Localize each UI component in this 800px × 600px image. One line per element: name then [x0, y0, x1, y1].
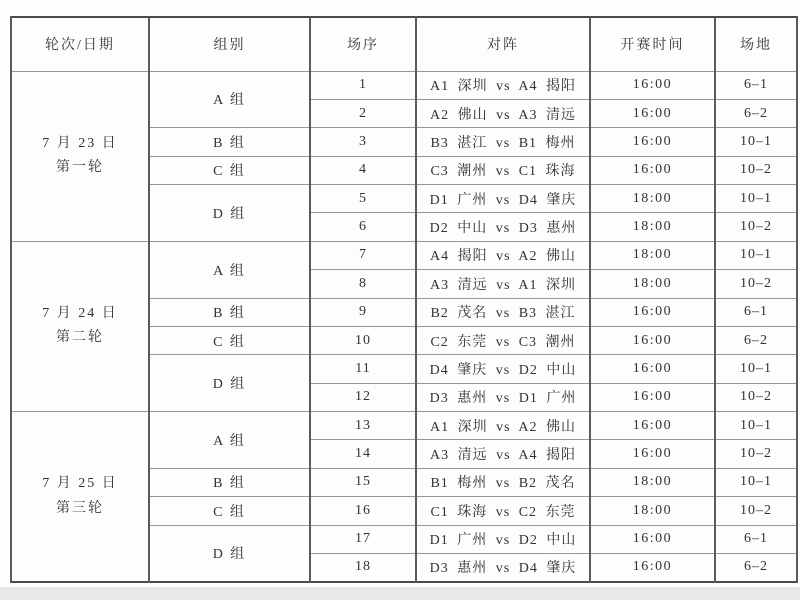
matchup-cell: D3 惠州 vs D1 广州	[416, 383, 590, 411]
venue-cell: 6–1	[715, 525, 797, 553]
group-cell: B 组	[149, 298, 310, 326]
time-cell: 18:00	[590, 270, 715, 298]
match-no-cell: 8	[310, 270, 416, 298]
time-cell: 16:00	[590, 99, 715, 127]
header-cell-round-date: 轮次/日期	[11, 17, 149, 71]
round-date: 7 月 25 日	[42, 476, 118, 491]
group-cell: B 组	[149, 128, 310, 156]
time-cell: 18:00	[590, 185, 715, 213]
table-row	[11, 71, 797, 99]
time-cell: 18:00	[590, 468, 715, 496]
venue-cell: 6–1	[715, 298, 797, 326]
match-no-cell: 6	[310, 213, 416, 241]
table-row	[11, 412, 797, 440]
header-cell-group: 组别	[149, 17, 310, 71]
time-cell: 18:00	[590, 241, 715, 269]
match-no-cell: 15	[310, 468, 416, 496]
venue-cell: 10–2	[715, 440, 797, 468]
venue-cell: 10–2	[715, 213, 797, 241]
match-no-cell: 5	[310, 185, 416, 213]
schedule-table	[10, 16, 798, 583]
venue-cell: 10–2	[715, 497, 797, 525]
group-cell: C 组	[149, 156, 310, 184]
venue-cell: 6–2	[715, 99, 797, 127]
matchup-cell: B1 梅州 vs B2 茂名	[416, 468, 590, 496]
time-cell: 16:00	[590, 440, 715, 468]
group-cell: D 组	[149, 525, 310, 582]
venue-cell: 10–2	[715, 270, 797, 298]
round-date-cell	[11, 71, 149, 241]
time-cell: 16:00	[590, 355, 715, 383]
match-no-cell: 2	[310, 99, 416, 127]
match-no-cell: 17	[310, 525, 416, 553]
matchup-cell: D4 肇庆 vs D2 中山	[416, 355, 590, 383]
match-no-cell: 13	[310, 412, 416, 440]
round-label: 第一轮	[56, 160, 104, 176]
header-cell-start-time: 开赛时间	[590, 17, 715, 71]
time-cell: 16:00	[590, 525, 715, 553]
group-cell: D 组	[149, 185, 310, 242]
matchup-cell: A1 深圳 vs A4 揭阳	[416, 71, 590, 99]
venue-cell: 10–1	[715, 468, 797, 496]
matchup-cell: A3 清远 vs A4 揭阳	[416, 440, 590, 468]
time-cell: 16:00	[590, 128, 715, 156]
round-date: 7 月 23 日	[42, 135, 118, 151]
header-cell-matchup: 对阵	[416, 17, 590, 71]
match-no-cell: 4	[310, 156, 416, 184]
round-date-cell	[11, 241, 149, 411]
matchup-cell: A2 佛山 vs A3 清远	[416, 99, 590, 127]
venue-cell: 10–2	[715, 383, 797, 411]
round-date-cell	[11, 412, 149, 583]
venue-cell: 10–1	[715, 128, 797, 156]
time-cell: 16:00	[590, 553, 715, 582]
time-cell: 16:00	[590, 383, 715, 411]
table-row	[11, 241, 797, 269]
time-cell: 16:00	[590, 326, 715, 354]
match-no-cell: 1	[310, 71, 416, 99]
match-no-cell: 14	[310, 440, 416, 468]
header-cell-match-no: 场序	[310, 17, 416, 71]
group-cell: C 组	[149, 497, 310, 525]
time-cell: 16:00	[590, 156, 715, 184]
round-label: 第三轮	[56, 500, 104, 516]
match-no-cell: 7	[310, 241, 416, 269]
venue-cell: 6–2	[715, 553, 797, 582]
match-no-cell: 11	[310, 355, 416, 383]
venue-cell: 6–1	[715, 71, 797, 99]
matchup-cell: D1 广州 vs D4 肇庆	[416, 185, 590, 213]
time-cell: 16:00	[590, 298, 715, 326]
time-cell: 16:00	[590, 412, 715, 440]
group-cell: B 组	[149, 468, 310, 496]
time-cell: 18:00	[590, 213, 715, 241]
group-cell: A 组	[149, 412, 310, 469]
venue-cell: 10–1	[715, 185, 797, 213]
matchup-cell: A1 深圳 vs A2 佛山	[416, 412, 590, 440]
match-no-cell: 12	[310, 383, 416, 411]
matchup-cell: A4 揭阳 vs A2 佛山	[416, 241, 590, 269]
matchup-cell: D3 惠州 vs D4 肇庆	[416, 553, 590, 582]
match-no-cell: 16	[310, 497, 416, 525]
matchup-cell: B2 茂名 vs B3 湛江	[416, 298, 590, 326]
matchup-cell: D2 中山 vs D3 惠州	[416, 213, 590, 241]
matchup-cell: C1 珠海 vs C2 东莞	[416, 497, 590, 525]
header-cell-venue: 场地	[715, 17, 797, 71]
matchup-cell: C3 潮州 vs C1 珠海	[416, 156, 590, 184]
header-row	[11, 17, 797, 71]
time-cell: 18:00	[590, 497, 715, 525]
venue-cell: 10–1	[715, 355, 797, 383]
venue-cell: 10–2	[715, 156, 797, 184]
scan-edge-strip	[0, 587, 800, 600]
group-cell: D 组	[149, 355, 310, 412]
matchup-cell: A3 清远 vs A1 深圳	[416, 270, 590, 298]
match-no-cell: 3	[310, 128, 416, 156]
venue-cell: 10–1	[715, 412, 797, 440]
match-no-cell: 10	[310, 326, 416, 354]
matchup-cell: B3 湛江 vs B1 梅州	[416, 128, 590, 156]
match-no-cell: 9	[310, 298, 416, 326]
group-cell: A 组	[149, 241, 310, 298]
matchup-cell: C2 东莞 vs C3 潮州	[416, 326, 590, 354]
group-cell: C 组	[149, 326, 310, 354]
venue-cell: 10–1	[715, 241, 797, 269]
match-no-cell: 18	[310, 553, 416, 582]
matchup-cell: D1 广州 vs D2 中山	[416, 525, 590, 553]
time-cell: 16:00	[590, 71, 715, 99]
group-cell: A 组	[149, 71, 310, 128]
venue-cell: 6–2	[715, 326, 797, 354]
round-date: 7 月 24 日	[42, 305, 118, 321]
round-label: 第二轮	[56, 330, 104, 346]
